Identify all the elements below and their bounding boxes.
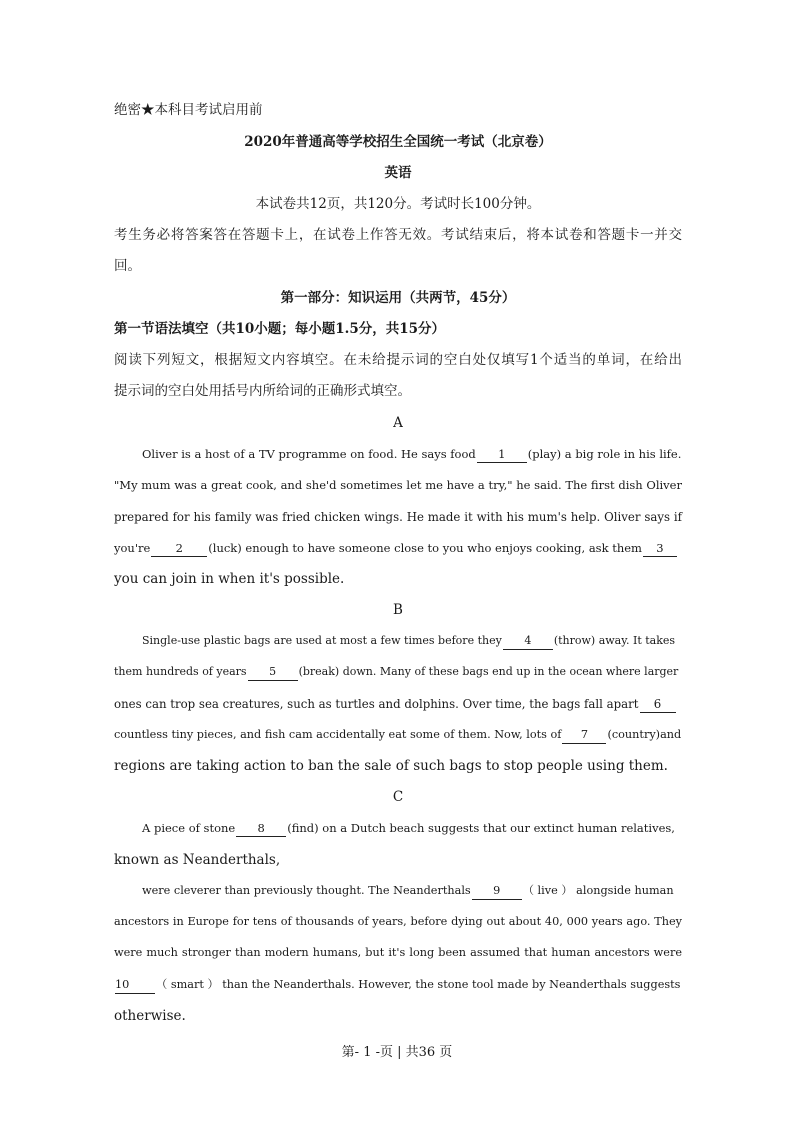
page-footer: 第- 1 -页 | 共36 页 xyxy=(341,1045,453,1060)
passage-c-label: C xyxy=(392,789,404,805)
blank-10: 10 xyxy=(115,977,155,994)
passage-b-line-4 xyxy=(114,725,682,745)
passage-b-line-2 xyxy=(114,662,682,682)
passage-a-label: A xyxy=(393,415,403,431)
notice-line-1: 考生务必将答案答在答题卡上，在试卷上作答无效。考试结束后，将本试卷和答题卡一并交 xyxy=(114,227,682,243)
instruction-line-1: 阅读下列短文，根据短文内容填空。在未给提示词的空白处仅填写1个适当的单词，在给出 xyxy=(114,352,682,368)
blank-6: 6 xyxy=(640,696,676,713)
passage-c-line-7: otherwise. xyxy=(114,1008,186,1024)
passage-a-line-1 xyxy=(114,444,682,464)
part-title: 第一部分：知识运用（共两节，45分） xyxy=(280,290,516,306)
blank-2: 2 xyxy=(151,540,207,557)
passage-c-line-3 xyxy=(114,881,682,901)
passage-a-line-5: you can join in when it's possible. xyxy=(114,571,345,587)
blank-3: 3 xyxy=(643,540,677,557)
blank-7: 7 xyxy=(562,727,606,744)
passage-c-line-1 xyxy=(114,818,682,838)
instruction-line-2: 提示词的空白处用括号内所给词的正确形式填空。 xyxy=(114,383,411,399)
passage-b-line-5: regions are taking action to ban the sale of such bags to stop people using them. xyxy=(114,758,668,774)
passage-b-label: B xyxy=(393,602,403,618)
passage-text: countless tiny pieces, and fish cam accidentally eat some of them. Now, lots of xyxy=(114,728,562,741)
passage-text: （ smart ） than the Neanderthals. However, the stone tool made by Neanderthals suggests xyxy=(156,978,681,991)
blank-9: 9 xyxy=(472,883,522,900)
passage-c-line-5: were much stronger than modern humans, but it's long been assumed that human ancestors were xyxy=(114,946,682,959)
passage-text: were cleverer than previously thought. The Neanderthals xyxy=(142,884,471,897)
confidential-label: 绝密★本科目考试启用前 xyxy=(114,102,263,118)
passage-text: (country)and xyxy=(607,728,682,741)
passage-c-line-6 xyxy=(114,975,682,995)
notice-line-2: 回。 xyxy=(114,258,141,274)
passage-text: (find) on a Dutch beach suggests that our extinct human relatives, xyxy=(287,821,675,835)
blank-4: 4 xyxy=(503,633,553,650)
passage-text: (play) a big role in his life. xyxy=(527,447,682,461)
exam-info: 本试卷共12页，共120分。考试时长100分钟。 xyxy=(255,196,541,212)
passage-c-line-2: known as Neanderthals, xyxy=(114,852,281,868)
passage-text: ones can trop sea creatures, such as turtles and dolphins. Over time, the bags fall apart xyxy=(114,697,639,711)
passage-a-line-2: "My mum was a great cook, and she'd sometimes let me have a try," he said. The first dish Oliver xyxy=(114,478,682,492)
passage-text: A piece of stone xyxy=(142,821,236,835)
passage-b-line-3 xyxy=(114,694,682,714)
exam-title: 2020年普通高等学校招生全国统一考试（北京卷） xyxy=(244,134,552,150)
passage-a-line-3: prepared for his family was fried chicken wings. He made it with his mum's help. Oliver says if xyxy=(114,510,682,524)
blank-1: 1 xyxy=(477,446,527,463)
passage-text: （ live ） alongside human xyxy=(522,884,674,897)
blank-5: 5 xyxy=(248,664,298,681)
passage-text: Single-use plastic bags are used at most a few times before they xyxy=(142,634,502,647)
passage-text: them hundreds of years xyxy=(114,665,247,678)
passage-text: (break) down. Many of these bags end up in the ocean where larger xyxy=(298,665,679,678)
passage-c-line-4: ancestors in Europe for tens of thousands of years, before dying out about 40, 000 years ago. They xyxy=(114,915,682,928)
section-title: 第一节语法填空（共10小题；每小题1.5分，共15分） xyxy=(114,321,446,337)
passage-a-line-4 xyxy=(114,538,682,558)
passage-text: (throw) away. It takes xyxy=(553,634,676,647)
passage-text: (luck) enough to have someone close to you who enjoys cooking, ask them xyxy=(208,541,642,555)
subject-title: 英语 xyxy=(384,165,412,181)
blank-8: 8 xyxy=(236,820,286,837)
passage-text: Oliver is a host of a TV programme on food. He says food xyxy=(142,447,476,461)
passage-text: you're xyxy=(114,541,151,555)
passage-b-line-1 xyxy=(114,631,682,651)
